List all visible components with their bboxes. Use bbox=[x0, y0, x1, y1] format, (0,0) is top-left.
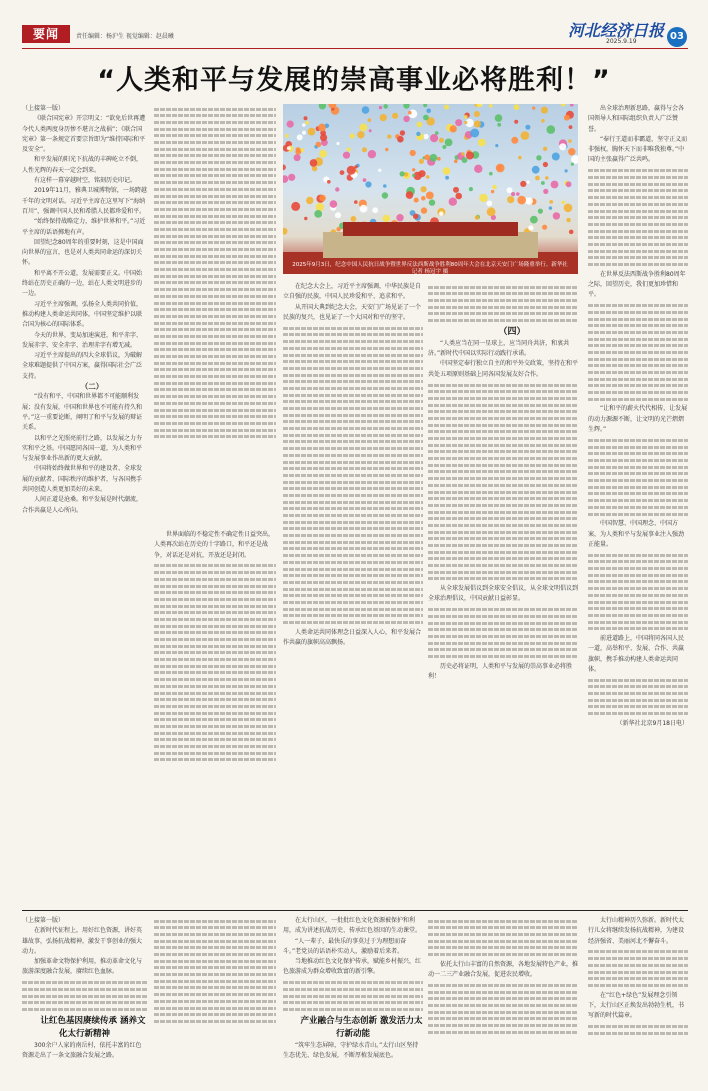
article-column-4 bbox=[283, 282, 423, 905]
article-paragraph: 在世界反法西斯战争胜利80周年之际，回望历史，我们更加珍惜和平。 bbox=[588, 270, 686, 299]
article-paragraph: 加强革命文物保护利用，推动革命文化与旅游深度融合发展，赓续红色血脉。 bbox=[22, 958, 143, 976]
article-paragraph: 在新时代征程上，用好红色资源，讲好英雄故事，弘扬抗战精神，激发干事创业的强大动力。 bbox=[22, 927, 143, 955]
article-paragraph: 在“红色+绿色”发展理念引领下，太行山区正焕发出勃勃生机，书写新的时代篇章。 bbox=[588, 991, 685, 1020]
bottom-column-1 bbox=[22, 916, 147, 1086]
headline: “人类和平与发展的崇高事业必将胜利！” bbox=[97, 65, 611, 96]
page-header bbox=[0, 0, 708, 48]
balloons-photo-illustration bbox=[283, 104, 578, 274]
article-paragraph: 在纪念大会上，习近平主席强调，中华民族是自立自强的民族，中国人民珍爱和平、追求和平。 bbox=[283, 283, 422, 301]
article-paragraph: 人间正道是沧桑。和平发展是时代潮流，合作共赢是人心所向。 bbox=[22, 496, 143, 514]
article-lead: （上接第一版） bbox=[22, 917, 65, 924]
section-number: （二） bbox=[80, 382, 104, 392]
article-paragraph: 从全球发展倡议到全球安全倡议，从全球文明倡议到全球治理倡议，中国贡献日益彰显。 bbox=[428, 585, 578, 603]
article-paragraph: 2019年11月，雅典卫城博物馆，一场跨越千年的文明对话。习近平主席在这里写下“海纳百川”，强调中国人民和希腊人民都珍爱和平。 bbox=[22, 187, 147, 215]
article-paragraph: “筑牢生态屏障，守护绿水青山。”太行山区坚持生态优先、绿色发展，不断厚植发展底色。 bbox=[283, 1041, 419, 1060]
article-column-left bbox=[22, 104, 147, 624]
article-paragraph: 习近平主席提出的四大全球倡议，为破解全球难题提供了中国方案，赢得国际社会广泛支持。 bbox=[22, 352, 143, 380]
article-paragraph: “让和平的薪火代代相传，让发展的动力源源不断，让文明的光芒熠熠生辉。” bbox=[588, 405, 688, 434]
article-paragraph: 太行山精神历久弥新。新时代太行儿女将继续发扬抗战精神，为建设经济强省、美丽河北不懈奋斗。 bbox=[588, 917, 685, 945]
article-paragraph: 世界面临的不稳定性不确定性日益突出，人类再次站在历史的十字路口，和平还是战争，对话还是对抗，开放还是封闭。 bbox=[154, 531, 275, 559]
article-paragraph: 习近平主席强调，弘扬全人类共同价值，推动构建人类命运共同体，中国坚定维护以联合国为核心的国际体系。 bbox=[22, 300, 143, 329]
article-paragraph: 出全球治理新思路，赢得与会各国领导人和国际组织负责人广泛赞誉。 bbox=[588, 105, 685, 133]
paper-name: 河北经济日报 bbox=[568, 21, 665, 40]
bottom-column-3 bbox=[283, 916, 423, 1086]
article-paragraph: 从开国大典到纪念大会，天安门广场见证了一个民族的复兴，也见证了一个大国对和平的坚守。 bbox=[283, 303, 422, 321]
section-divider bbox=[22, 910, 688, 911]
section-tag: 要闻 bbox=[22, 25, 70, 43]
article-paragraph: 中国智慧、中国理念、中国方案，为人类和平与发展事业注入强劲正能量。 bbox=[588, 520, 685, 548]
article-column-right bbox=[588, 104, 688, 904]
article-paragraph: “人一辈子，最快乐的事莫过于为理想而奋斗。”老党员的话语朴实动人，激励着后来者。 bbox=[283, 937, 407, 955]
article-paragraph: 和平发展的阳光下抗战的丰碑屹立不倒，人性光辉的春天一定会到来。 bbox=[22, 156, 143, 174]
article-paragraph: 300余户人家的南岳村，依托丰富的红色资源走出了一条文旅融合发展之路。 bbox=[22, 1041, 142, 1060]
article-lead: （上接第一版） bbox=[22, 105, 65, 112]
article-paragraph: 《联合国宪章》开宗明义：“欲免后世再遭今代人类两度身历惨不堪言之战祸”；《联合国宪章》第一条规定首要宗旨即为“维持国际和平及安全”。 bbox=[22, 115, 146, 154]
header-rule bbox=[22, 48, 688, 49]
article-paragraph: 依托太行山丰富的自然资源，各地发展特色产业，推动一二三产业融合发展，促进农民增收。 bbox=[428, 960, 578, 979]
article-paragraph: 以和平之光照亮前行之路，以发展之力夯实和平之基。中国愿同各国一道，为人类和平与发展事业作出新的更大贡献。 bbox=[22, 434, 143, 463]
article-paragraph: 中国将始终做世界和平的建设者、全球发展的贡献者、国际秩序的维护者，与各国携手共同创造人类更加美好的未来。 bbox=[22, 465, 143, 493]
section-number: （四） bbox=[498, 326, 526, 337]
photo-caption: 2025年9月3日，纪念中国人民抗日战争暨世界反法西斯战争胜利80周年大会在北京天安门广场隆重举行。新华社记者 杨冠宇 摄 bbox=[292, 262, 568, 275]
subsection-title: 产业融合与生态创新 激发活力太行新动能 bbox=[300, 1015, 423, 1039]
dateline: （新华社北京9月18日电） bbox=[616, 719, 688, 727]
article-paragraph: 前进道路上，中国将同各国人民一道，高举和平、发展、合作、共赢旗帜，携手推动构建人类命运共同体。 bbox=[588, 634, 685, 673]
article-paragraph: 和平离不开公道，发展需要正义。中国始终站在历史正确的一边，站在人类文明进步的一边。 bbox=[22, 269, 143, 298]
article-paragraph: 回望纪念80周年的重要时刻，这是中国面向世界的宣言，也是对人类共同命运的深切关怀。 bbox=[22, 238, 144, 267]
article-paragraph: 当地推动红色文化保护传承，赋能乡村振兴，红色旅游成为群众增收致富的新引擎。 bbox=[283, 958, 422, 976]
editors-line: 责任编辑：杨沪生 视觉编辑：赵晨曦 bbox=[76, 33, 174, 40]
article-paragraph: 在太行山区，一批批红色文化资源被保护和利用，成为讲述抗战历史、传承红色基因的生动课堂。 bbox=[283, 917, 422, 935]
article-column-5 bbox=[428, 282, 578, 905]
article-paragraph: “人类应当在同一星球上，应当同舟共济，和衷共济。”新时代中国以实际行动践行承诺。 bbox=[428, 339, 570, 358]
bottom-column-4 bbox=[428, 916, 578, 1086]
article-paragraph: “奉行王道而非霸道，坚守正义而非强权，胸怀天下而非唯我独尊。”中国的主张赢得广泛共鸣。 bbox=[588, 135, 688, 164]
page-number: 03 bbox=[667, 27, 687, 47]
bottom-column-5 bbox=[588, 916, 688, 1086]
article-paragraph: 中国坚定奉行独立自主的和平外交政策，坚持在和平共处五项原则基础上同各国发展友好合作。 bbox=[428, 360, 578, 378]
article-paragraph: 今天的世界，变局加速演进，和平赤字、发展赤字、安全赤字、治理赤字有增无减。 bbox=[22, 331, 143, 349]
bottom-column-2 bbox=[154, 916, 276, 1086]
article-paragraph: 历史必将证明，人类和平与发展的崇高事业必将胜利！ bbox=[428, 662, 573, 681]
article-paragraph: “没有和平，中国和世界都不可能顺利发展；没有发展，中国和世界也不可能有持久和平。”这一重要论断，阐明了和平与发展的辩证关系。 bbox=[22, 393, 143, 432]
article-paragraph: 有这样一幕穿越时空，铭刻历史印记。 bbox=[34, 177, 137, 185]
celebration-photo bbox=[283, 104, 578, 274]
article-paragraph: 人类命运共同体理念日益深入人心，和平发展合作共赢的旗帜高高飘扬。 bbox=[283, 628, 422, 647]
page-date: 2025.9.19 bbox=[606, 38, 637, 45]
subsection-title: 让红色基因赓续传承 涵养文化太行新精神 bbox=[40, 1015, 146, 1039]
article-paragraph: “始终保持战略定力，维护世界和平。”习近平主席的话语掷地有声。 bbox=[22, 218, 146, 236]
article-column-3 bbox=[154, 530, 276, 905]
